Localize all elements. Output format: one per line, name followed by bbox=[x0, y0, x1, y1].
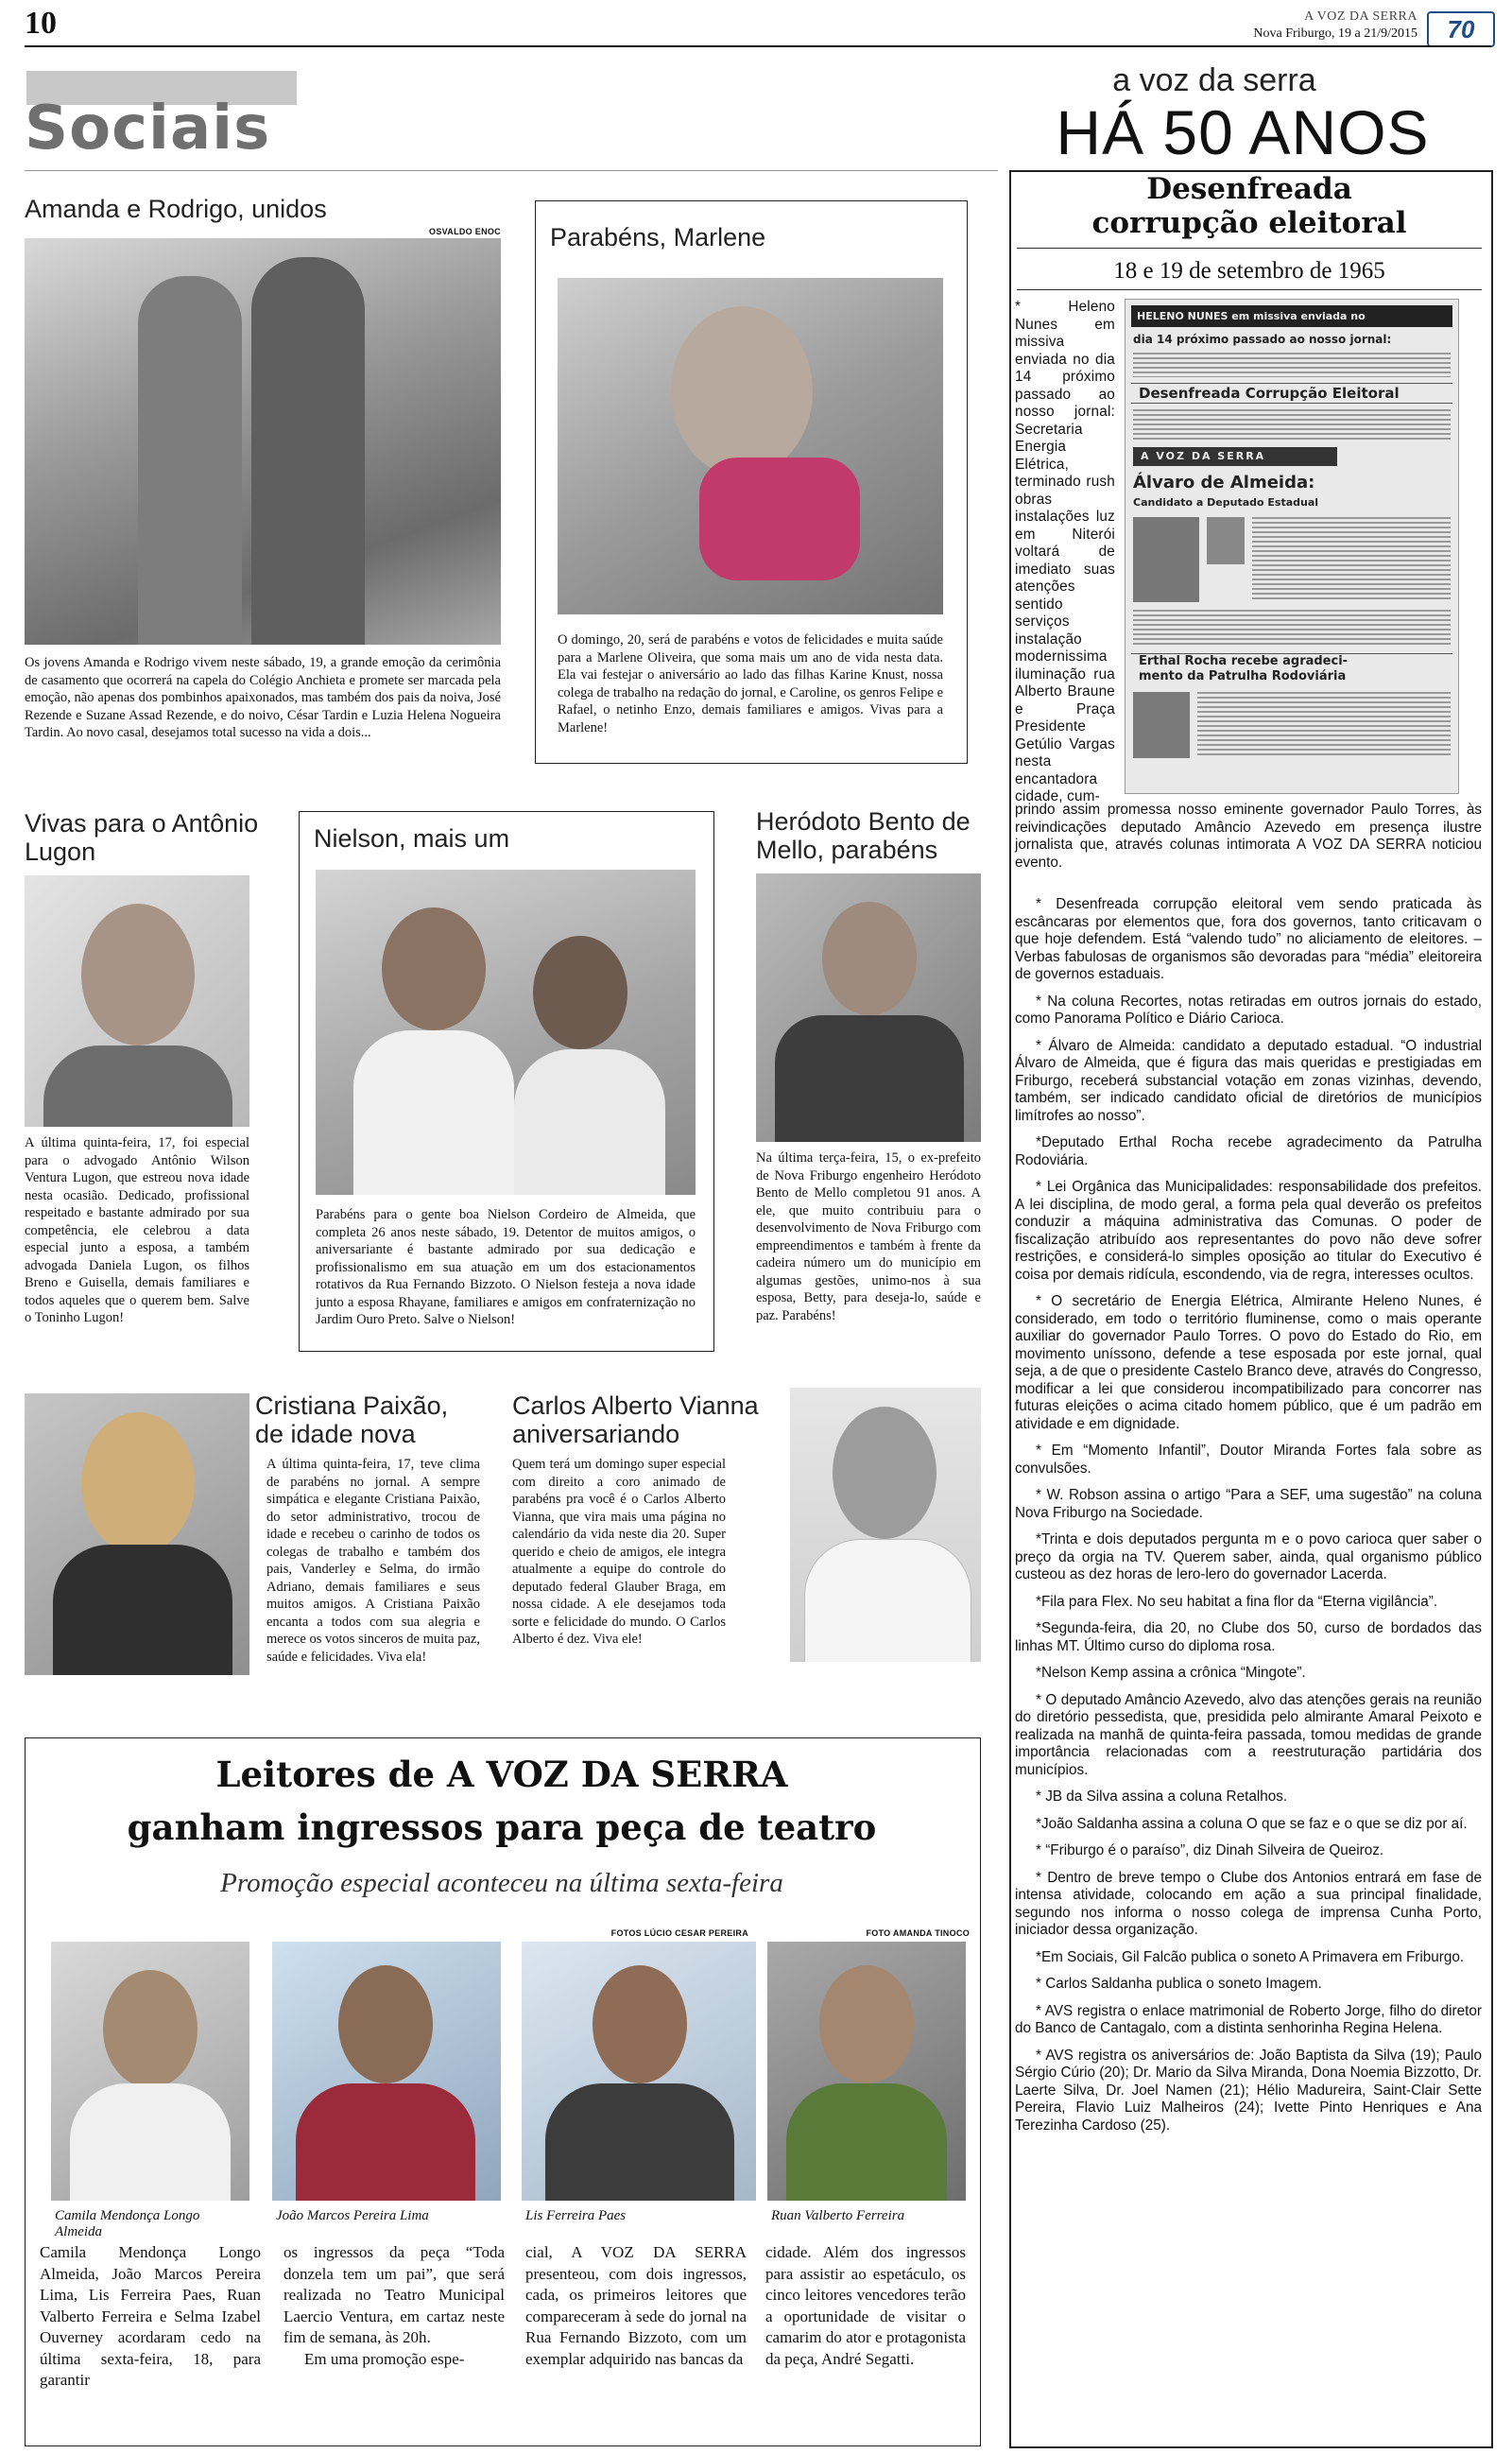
ha50-paragraph: *Fila para Flex. No seu habitat a fina flor da “Eterna vigilância”. bbox=[1036, 1593, 1438, 1610]
clip-line-5: Álvaro de Almeida: bbox=[1133, 473, 1315, 493]
clip-line-1: HELENO NUNES em missiva enviada no bbox=[1131, 305, 1452, 327]
leitores-col-4: cidade. Além dos ingressos para assistir ao espetáculo, os cinco leitores vencedores terão a oportunidade de visitar o camarim do ator e protagonista da peça, André Segatti. bbox=[765, 2243, 966, 2368]
nielson-photo bbox=[316, 870, 696, 1195]
camila-photo bbox=[51, 1942, 249, 2201]
marlene-text: O domingo, 20, será de parabéns e votos de felicidades e muita saúde para a Marlene Oliveira, que soma mais um ano de vida nesta data. Ela vai festejar o aniversário ao lado das filhas Karine Knust, nossa colega de trabalho na redação do jornal, e Caroline, os genros Felipe e Rafael, o netinho Enzo, demais familiares e amigos. Vivas para a Marlene! bbox=[558, 632, 943, 735]
leitores-col-1: Camila Mendonça Longo Almeida, João Marcos Pereira Lima, Lis Ferreira Paes, Ruan Valberto Ferreira e Selma Izabel Ouverney acordaram cedo na última sexta-feira, 18, para garantir bbox=[40, 2243, 261, 2389]
cristiana-title: Cristiana Paixão, de idade nova bbox=[255, 1391, 449, 1448]
ha50-paragraph: * Dentro de breve tempo o Clube dos Antonios entrará em fase de intensa atividade, colocando em ação a sua principal finalidade, segundo nos informa o nosso colega de imprensa Cunha Porto, iniciador dessa organização. bbox=[1015, 1869, 1482, 1938]
caption-ruan: Ruan Valberto Ferreira bbox=[771, 2208, 905, 2223]
herodoto-text: Na última terça-feira, 15, o ex-prefeito de Nova Friburgo engenheiro Heródoto Bento de Mello completou 91 anos. A ele, que muito contribuiu para o desenvolvimento de Nova Friburgo com empreendimentos e também à frente da cadeira número um do município em algumas gestões, unimo-nos à sua esposa, Betty, para deseja-lo, saúde e paz. Parabéns! bbox=[756, 1150, 981, 1323]
carlos-photo bbox=[790, 1388, 981, 1662]
marlene-title: Parabéns, Marlene bbox=[550, 223, 766, 251]
ha50-paragraph: * Em “Momento Infantil”, Doutor Miranda Fortes fala sobre as convulsões. bbox=[1015, 1443, 1482, 1477]
clip-line-3: Desenfreada Corrupção Eleitoral bbox=[1131, 383, 1452, 404]
ha50-paragraph: * JB da Silva assina a coluna Retalhos. bbox=[1036, 1789, 1288, 1805]
joao-marcos-photo bbox=[272, 1942, 501, 2201]
ruan-photo bbox=[767, 1942, 966, 2201]
carlos-text: Quem terá um domingo super especial com direito a coro animado de parabéns pra você é o Carlos Alberto Vianna, que vira mais uma página no calendário da vida neste dia 20. Super querido e cheio de amigos, ele integra atualmente a equipe do controle do deputado federal Glauber Braga, em nossa cidade. A ele desejamos toda sorte e felicidade do mundo. O Carlos Alberto é dez. Viva ele! bbox=[512, 1457, 726, 1647]
leitores-col-2 bbox=[284, 2242, 505, 2370]
leitores-headline-1: Leitores de A VOZ DA SERRA bbox=[215, 1754, 788, 1795]
ha50-paragraph: * Lei Orgânica das Municipalidades: responsabilidade dos prefeitos. A lei disciplina, de modo geral, a forma pela qual deverão os prefeitos conduzir a máquina administrativa das Comunas. O poder de fiscalização atribuído aos representantes do povo não deve sofrer restrições, e considerá-lo simples oposição ao titular do Executivo é coisa por demais ridícula, escondendo, via de regra, interesses ocultos. bbox=[1015, 1179, 1482, 1283]
leitores-col-3: cial, A VOZ DA SERRA presenteou, com dois ingressos, cada, os primeiros leitores que compareceram à sede do jornal na Rua Fernando Bizzoto, com um exemplar adquirido nas bancas da bbox=[525, 2243, 747, 2368]
cristiana-photo bbox=[25, 1393, 249, 1675]
amanda-photo-credit: OSVALDO ENOC bbox=[429, 227, 501, 236]
ha50-paragraph: *Em Sociais, Gil Falcão publica o soneto A Primavera em Friburgo. bbox=[1036, 1948, 1465, 1965]
caption-lis: Lis Ferreira Paes bbox=[525, 2208, 627, 2223]
ha50-paragraphs bbox=[1015, 896, 1482, 2144]
ha50-box-title-2: corrupção eleitoral bbox=[1091, 206, 1407, 240]
clip-line-6: Candidato a Deputado Estadual bbox=[1133, 496, 1319, 509]
ha50-lead-wide: prindo assim promessa nosso eminente governador Paulo Torres, às reivindicações deputado Amâncio Azevedo em presença ilustre jornalista que, através colunas intimorata A VOZ DA SERRA noticiou evento. bbox=[1015, 802, 1482, 871]
caption-camila: Camila Mendonça Longo Almeida bbox=[55, 2208, 200, 2239]
nielson-text: Parabéns para o gente boa Nielson Cordeiro de Almeida, que completa 26 anos neste sábado, 19. Detentor de muitos amigos, o aniversariante é bastante admirado por sua dedicação e profissionalismo em sua atuação em um dos estacionamentos rotativos da Rua Fernando Bizzoto. O Nielson festeja a nova idade junto a esposa Rhayane, familiares e amigos em confraternização no Jardim Ouro Preto. Salve o Nielson! bbox=[316, 1207, 696, 1327]
clip-line-2: dia 14 próximo passado ao nosso jornal: bbox=[1133, 333, 1392, 346]
herodoto-photo bbox=[756, 873, 981, 1142]
ha50-paragraph: *Deputado Erthal Rocha recebe agradecimento da Patrulha Rodoviária. bbox=[1015, 1134, 1482, 1168]
nielson-title: Nielson, mais um bbox=[314, 824, 510, 853]
caption-joao-marcos: João Marcos Pereira Lima bbox=[276, 2208, 429, 2223]
section-rule bbox=[25, 170, 998, 171]
amanda-text: Os jovens Amanda e Rodrigo vivem neste sábado, 19, a grande emoção da cerimônia de casamento que ocorrerá na capela do Colégio Anchieta e promete ser marcada pela emoção, não apenas dos pombinhos apaixonados, mas também dos pais da noiva, José Rezende e Suzane Assad Rezende, e do noivo, César Tardin e Luzia Helena Nogueira Tardin. Ao novo casal, desejamos total sucesso na vida a dois... bbox=[25, 655, 501, 740]
leitores-credit-1: FOTOS LÚCIO CESAR PEREIRA bbox=[610, 1928, 748, 1938]
anniversary-logo bbox=[1427, 11, 1495, 47]
lis-photo bbox=[522, 1942, 756, 2201]
ha50-paragraph: *Segunda-feira, dia 20, no Clube dos 50, curso de bordados das linhas MT. Último curso do diploma rosa. bbox=[1015, 1620, 1482, 1654]
amanda-rodrigo-photo bbox=[25, 238, 501, 645]
ha50-box-title-1: Desenfreada bbox=[1146, 172, 1352, 206]
ha50-clipping bbox=[1125, 299, 1459, 794]
ha50-rule-bottom bbox=[1017, 289, 1482, 290]
herodoto-title: Heródoto Bento de Mello, parabéns bbox=[756, 807, 971, 864]
edition-date: Nova Friburgo, 19 a 21/9/2015 bbox=[1253, 26, 1418, 41]
leitores-col-2-text-a: os ingressos da peça “Toda donzela tem um pai”, que será realizada no Teatro Municipal Laercio Ventura, em cartaz neste fim de semana, às 20h. bbox=[284, 2243, 505, 2346]
section-title: Sociais bbox=[25, 94, 271, 164]
anniversary-logo-text: 70 bbox=[1447, 15, 1475, 43]
ha50-paragraph: * AVS registra o enlace matrimonial de Roberto Jorge, filho do diretor do Banco de Cantagalo, com a distinta senhorinha Regina Helena. bbox=[1015, 2002, 1482, 2036]
clip-line-7: Erthal Rocha recebe agradeci- bbox=[1131, 653, 1452, 669]
antonio-text: A última quinta-feira, 17, foi especial para o advogado Antônio Wilson Ventura Lugon, que estreou nova idade nesta ocasião. Dedicado, profissional respeitado e bastante admirado por sua competência, ele celebrou a data especial junto a esposa, a também advogada Daniela Lugon, os filhos Breno e Guisella, demais familiares e todos aqueles que o querem bem. Salve o Toninho Lugon! bbox=[25, 1135, 249, 1325]
ha50-paragraph: *Trinta e dois deputados pergunta m e o povo carioca quer saber o preço da orgia na TV. Querem saber, ainda, qual organismo público custeou as dez horas de lero-lero do governador Lacerda. bbox=[1015, 1531, 1482, 1582]
ha50-kicker: a voz da serra bbox=[1112, 62, 1316, 98]
ha50-paragraph: * O deputado Amâncio Azevedo, alvo das atenções gerais na reunião do diretório pessedista, que, presidida pelo almirante Amaral Peixoto e realizada na manhã de quinta-feira passada, tomou medidas de grande importância relacionadas com a reestruturação partidária dos municípios. bbox=[1015, 1691, 1482, 1778]
ha50-paragraph: * Carlos Saldanha publica o soneto Imagem. bbox=[1036, 1976, 1322, 1992]
antonio-photo bbox=[25, 875, 249, 1127]
ha50-paragraph: * W. Robson assina o artigo “Para a SEF, uma sugestão” na coluna Nova Friburgo na Sociedade. bbox=[1015, 1487, 1482, 1521]
amanda-title: Amanda e Rodrigo, unidos bbox=[25, 195, 327, 223]
ha50-paragraph: * Na coluna Recortes, notas retiradas em outros jornais do estado, como Panorama Político e Diário Carioca. bbox=[1015, 993, 1482, 1027]
ha50-paragraph: * “Friburgo é o paraíso”, diz Dinah Silveira de Queiroz. bbox=[1036, 1842, 1384, 1858]
leitores-col-2-text-b: Em uma promoção espe- bbox=[304, 2349, 465, 2368]
leitores-subhead: Promoção especial aconteceu na última sexta-feira bbox=[220, 1868, 783, 1898]
ha50-paragraph: * Álvaro de Almeida: candidato a deputado estadual. “O industrial Álvaro de Almeida, que é figura das mais queridas e prestigiadas em Friburgo, receberá substancial votação em zonas vizinhas, devendo, também, ser indicado candidato oficial de diretórios de municípios limítrofes ao nosso”. bbox=[1015, 1037, 1482, 1124]
paper-name: A VOZ DA SERRA bbox=[1304, 9, 1418, 24]
ha50-rule-top bbox=[1017, 248, 1482, 249]
antonio-title: Vivas para o Antônio Lugon bbox=[25, 809, 259, 866]
ha50-paragraph: *Nelson Kemp assina a crônica “Mingote”. bbox=[1036, 1665, 1306, 1681]
ha50-title: HÁ 50 ANOS bbox=[1056, 97, 1430, 167]
ha50-lead-narrow: * Heleno Nunes em missiva enviada no dia 14 próximo passado ao nosso jornal: Secretaria Energia Elétrica, terminado rush obras instalações luz em Niterói voltará de imediato suas atenções sentido serviços instalação modernissima iluminação rua Alberto Braune e Praça Presidente Getúlio Vargas nesta encantadora cidade, cum- bbox=[1015, 299, 1115, 804]
cristiana-text: A última quinta-feira, 17, teve clima de parabéns no jornal. A sempre simpática e elegante Cristiana Paixão, do setor administrativo, trocou de idade e recebeu o carinho de todos os colegas de trabalho e também dos pais, Vanderley e Selma, do irmão Adriano, demais familiares e seus muitos amigos. A Cristiana Paixão encanta a todos com sua alegria e merece os votos sinceros de muita paz, saúde e felicidades. Viva ela! bbox=[266, 1457, 480, 1665]
ha50-paragraph: * Desenfreada corrupção eleitoral vem sendo praticada às escâncaras por elementos que, fora dos governos, tanto criticavam o que hoje defendem. Está “valendo tudo” no aliciamento de eleitores. – Verbas fabulosas de organismos são devoradas para “média” eleitoreira de governos estaduais. bbox=[1015, 896, 1482, 982]
marlene-photo bbox=[558, 278, 943, 614]
clip-line-4: A VOZ DA SERRA bbox=[1133, 447, 1337, 466]
ha50-paragraph: * AVS registra os aniversários de: João Baptista da Silva (19); Paulo Sérgio Cúrio (20); Dr. Mario da Silva Miranda, Dona Noemia Bizzotto, Dr. Laerte Silva, Dr. Joel Namen (21); Hélio Madureira, Saint-Clair Sette Pereira, Flavio Luiz Malheiros (24); Ivette Pinto Henriques e Ana Terezinha Cardoso (25). bbox=[1015, 2047, 1482, 2134]
ha50-paragraph: *João Saldanha assina a coluna O que se faz e o que se diz por aí. bbox=[1036, 1815, 1468, 1832]
ha50-paragraph: * O secretário de Energia Elétrica, Almirante Heleno Nunes, é considerado, em todo o território fluminense, como o mais operante auxiliar do governador Paulo Torres. O povo do Estado do Rio, em movimento uníssono, defende a tese esposada por este jornal, qual seja, a de que o presidente Castelo Branco deve, através do Congresso, modificar a lei que considerou incompatibilizado para concorrer nas futuras eleições o acima citado homem público, que é um padrão em atividade e em dignidade. bbox=[1015, 1293, 1482, 1432]
page-number: 10 bbox=[25, 6, 57, 41]
masthead-rule bbox=[25, 45, 1491, 47]
clip-line-8: mento da Patrulha Rodoviária bbox=[1139, 669, 1347, 683]
leitores-credit-2: FOTO AMANDA TINOCO bbox=[866, 1928, 970, 1938]
leitores-headline-2: ganham ingressos para peça de teatro bbox=[127, 1806, 877, 1848]
carlos-title: Carlos Alberto Vianna aniversariando bbox=[512, 1391, 759, 1448]
ha50-date: 18 e 19 de setembro de 1965 bbox=[1113, 258, 1385, 284]
